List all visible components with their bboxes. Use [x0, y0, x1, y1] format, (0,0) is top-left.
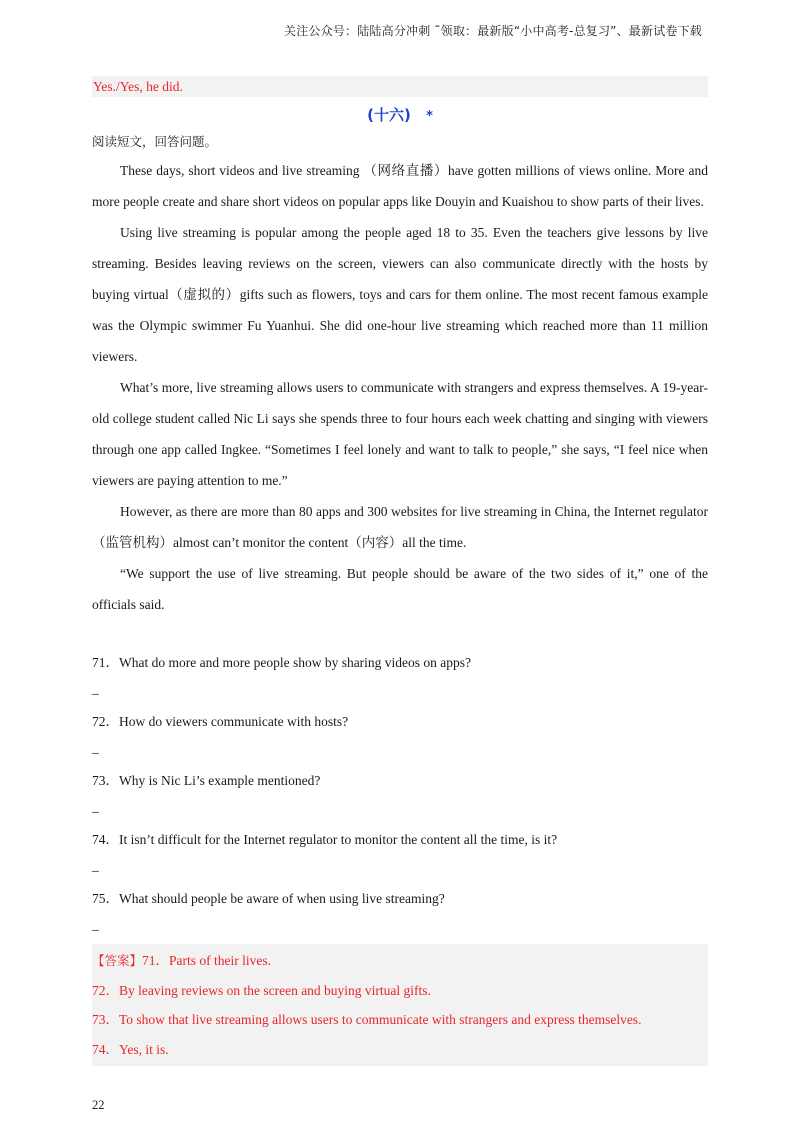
difficulty-star-icon: *	[426, 109, 433, 124]
passage-paragraph: Using live streaming is popular among the people aged 18 to 35. Even the teachers give lessons by live streaming. Besides leaving reviews on the screen, viewers can also communicate directly with the hosts by buying virtual（虚拟的）gifts such as flowers, toys and cars for them online. The most recent famous example was the Olympic swimmer Fu Yuanhui. She did one-hour live streaming which reached more than 11 million viewers.	[92, 225, 708, 364]
question-text: 75．What should people be aware of when using live streaming?	[92, 891, 445, 906]
question-item	[92, 648, 708, 707]
answer-line: 74．Yes, it is.	[92, 1041, 169, 1057]
passage-paragraph: What’s more, live streaming allows users to communicate with strangers and express themselves. A 19-year-old college student called Nic Li says she spends three to four hours each week chatting and singing with viewers through one app called Ingkee. “Sometimes I feel lonely and want to talk to people,” she says, “I feel nice when viewers are paying attention to me.”	[92, 380, 708, 488]
question-text: 71．What do more and more people show by sharing videos on apps?	[92, 655, 472, 670]
answer-blank: _	[92, 858, 99, 873]
section-number: (十六)	[367, 106, 411, 124]
section-title	[92, 104, 708, 125]
question-text: 74．It isn’t difficult for the Internet regulator to monitor the content all the time, is it?	[92, 832, 558, 847]
answer-label: 【答案】	[92, 953, 143, 968]
answer-blank: _	[92, 681, 99, 696]
answer-blank: _	[92, 917, 99, 932]
answer-line	[92, 946, 708, 976]
answer-blank: _	[92, 799, 99, 814]
page-number: 22	[92, 1098, 105, 1112]
reading-passage	[92, 155, 708, 620]
answer-line: 73．To show that live streaming allows users to communicate with strangers and express themselves.	[92, 1012, 642, 1027]
answer-key	[92, 944, 708, 1066]
question-item	[92, 707, 708, 766]
previous-answer: Yes./Yes, he did.	[92, 76, 708, 97]
question-item	[92, 825, 708, 884]
question-list	[92, 648, 708, 943]
answer-text: 71．Parts of their lives.	[142, 953, 271, 968]
question-text: 72．How do viewers communicate with hosts?	[92, 714, 349, 729]
answer-blank: _	[92, 740, 99, 755]
question-item	[92, 766, 708, 825]
question-text: 73．Why is Nic Li’s example mentioned?	[92, 773, 321, 788]
page-header: 关注公众号：陆陆高分冲刺 ˜领取：最新版“小中高考-总复习”、最新试卷下载	[284, 24, 702, 38]
question-item	[92, 884, 708, 943]
passage-paragraph: These days, short videos and live streaming （网络直播）have gotten millions of views online. More and more people create and share short videos on popular apps like Douyin and Kuaishou to show parts of their lives.	[92, 163, 708, 209]
reading-instruction: 阅读短文，回答问题。	[92, 134, 218, 149]
passage-paragraph: However, as there are more than 80 apps and 300 websites for live streaming in China, the Internet regulator（监管机构）almost can’t monitor the content（内容）all the time.	[92, 504, 708, 550]
passage-paragraph: “We support the use of live streaming. But people should be aware of the two sides of it,” one of the officials said.	[92, 566, 708, 612]
answer-line: 72．By leaving reviews on the screen and buying virtual gifts.	[92, 982, 431, 998]
